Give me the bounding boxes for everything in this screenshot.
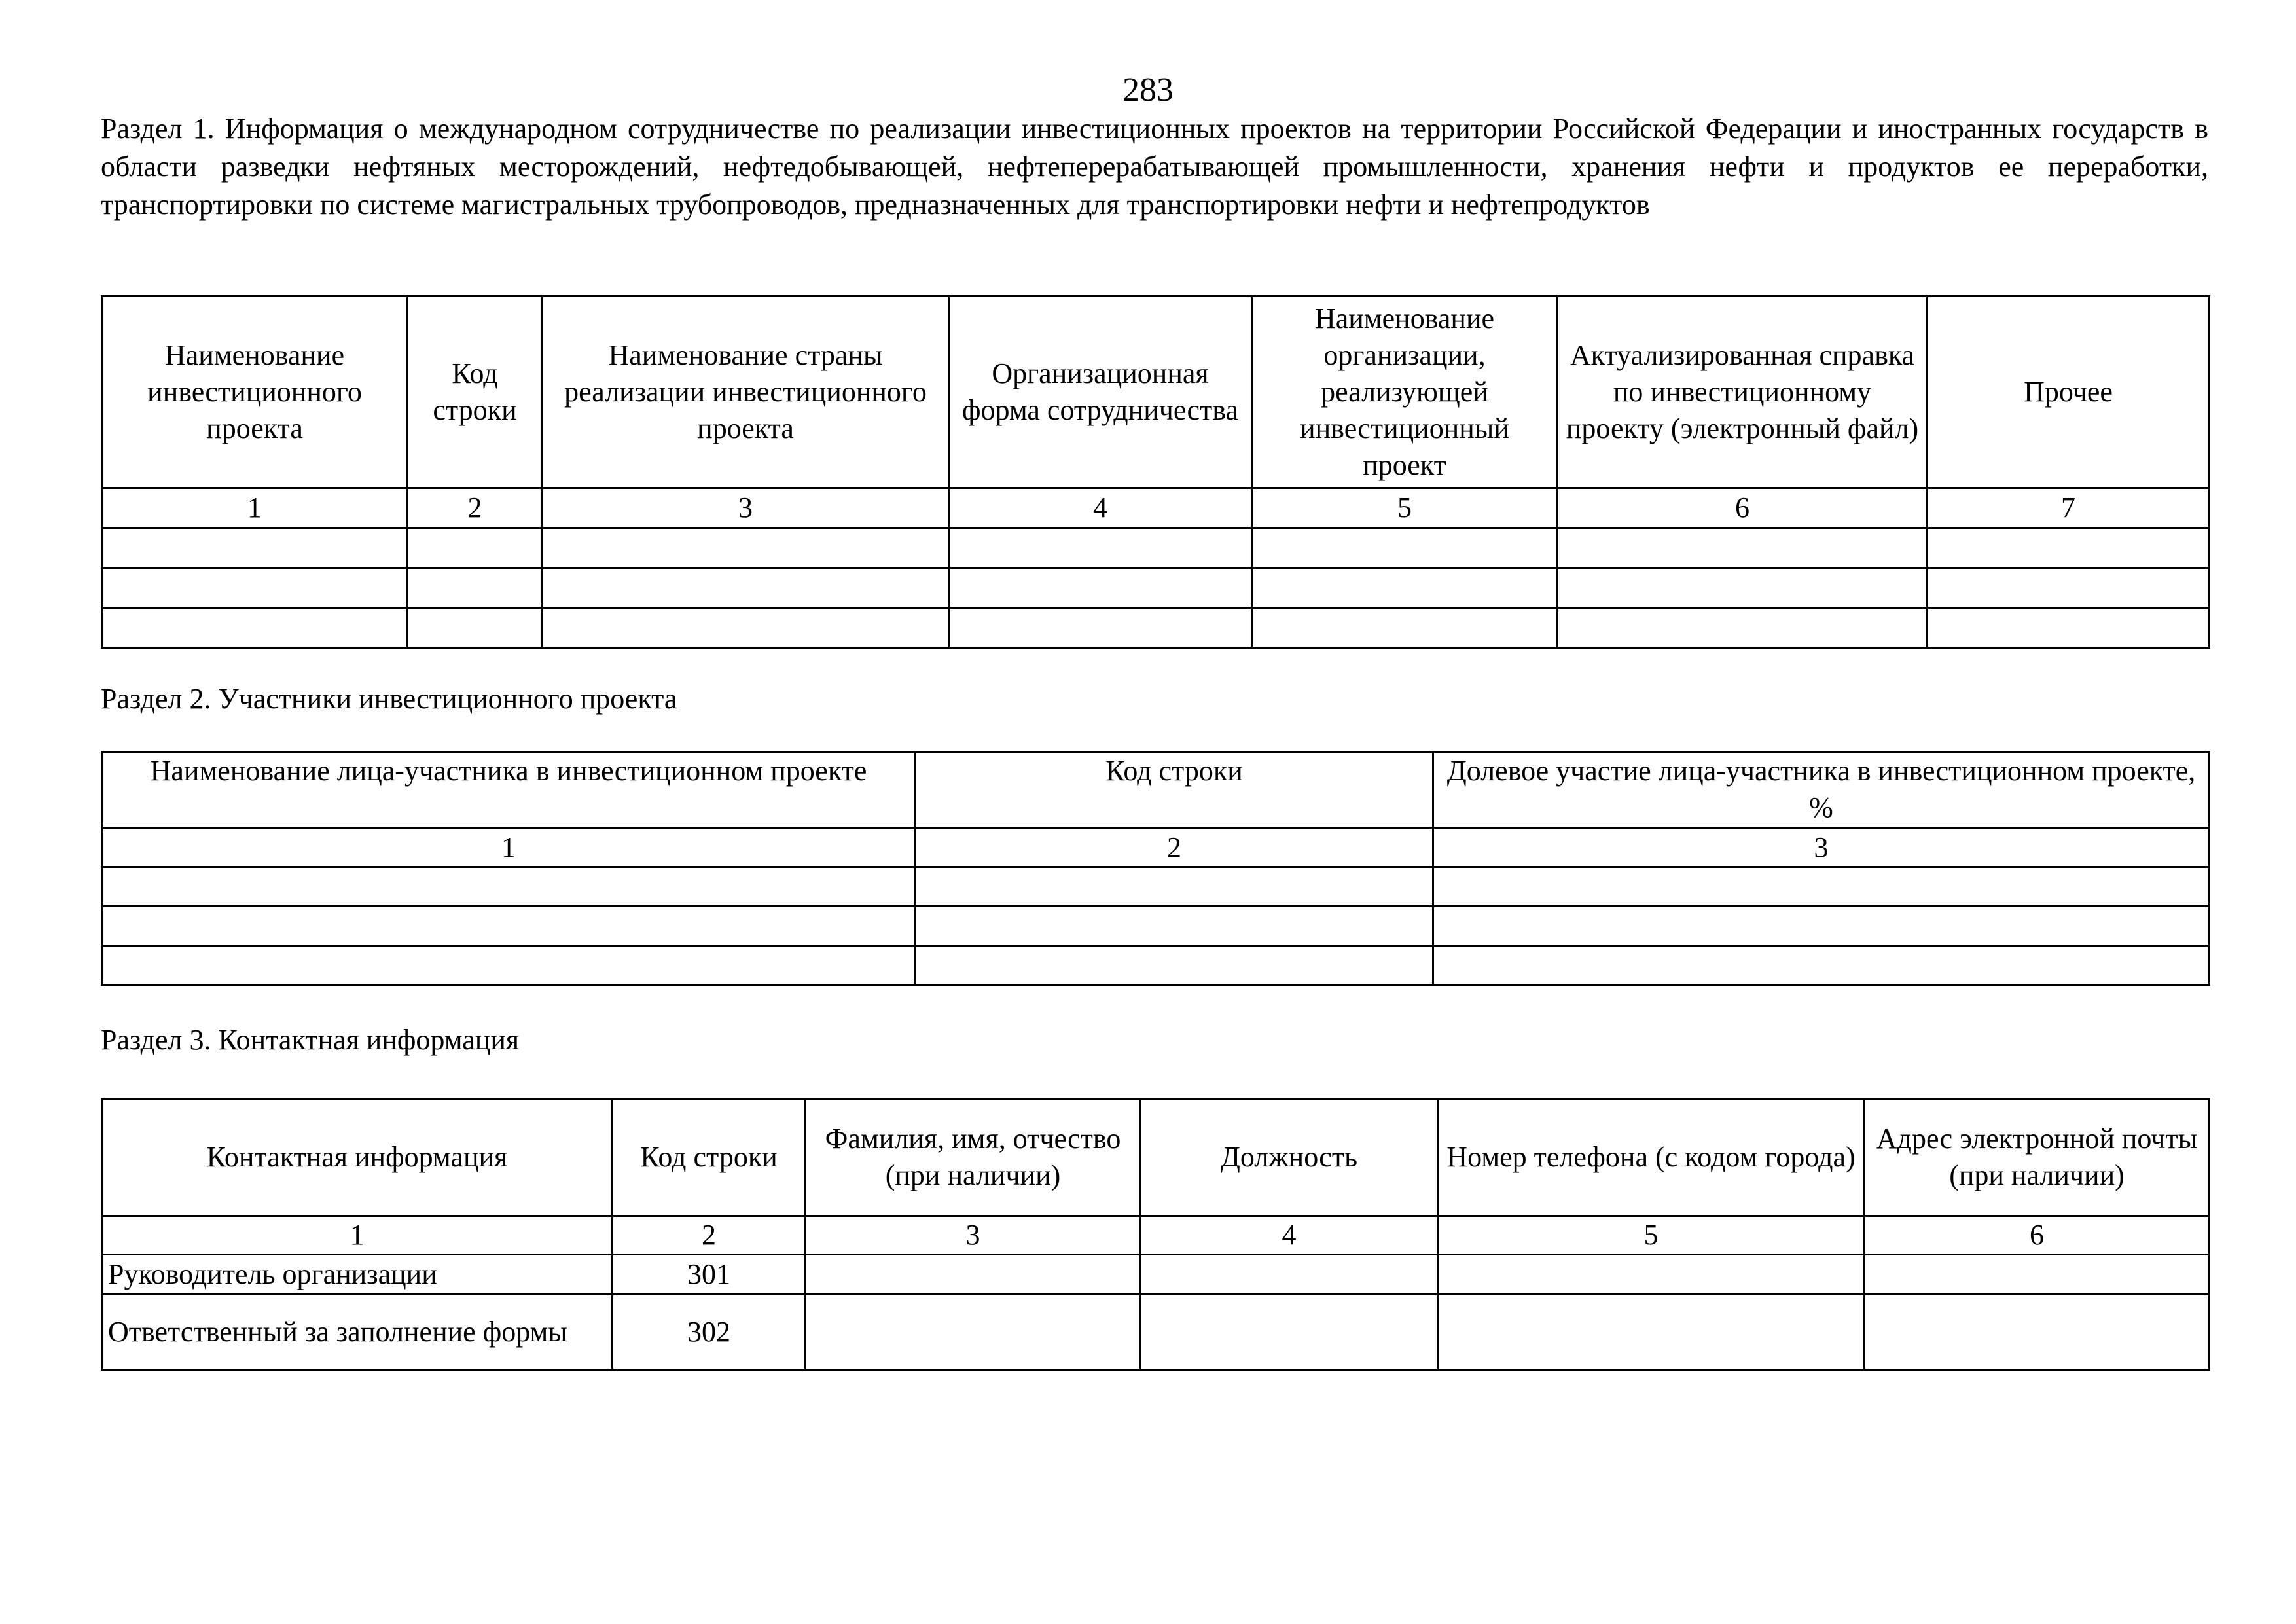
- column-header: Наименование инвестиционного проекта: [102, 297, 408, 488]
- empty-cell[interactable]: [408, 568, 543, 608]
- column-number: 2: [408, 488, 543, 528]
- empty-cell[interactable]: [1433, 946, 2210, 985]
- column-number: 6: [1558, 488, 1928, 528]
- column-number: 2: [916, 828, 1433, 867]
- empty-cell[interactable]: [408, 528, 543, 568]
- row-code: 301: [613, 1255, 806, 1295]
- empty-cell[interactable]: [1928, 568, 2210, 608]
- table-row: [102, 528, 2210, 568]
- empty-cell[interactable]: [1252, 608, 1558, 648]
- table-row: [102, 1295, 2210, 1370]
- empty-cell[interactable]: [1252, 528, 1558, 568]
- empty-cell[interactable]: [1433, 867, 2210, 907]
- page-number: 283: [1122, 71, 1174, 109]
- empty-cell[interactable]: [1141, 1295, 1438, 1370]
- empty-cell[interactable]: [806, 1295, 1141, 1370]
- row-label: Ответственный за заполнение формы: [102, 1295, 613, 1370]
- column-header: Прочее: [1928, 297, 2210, 488]
- empty-cell[interactable]: [543, 608, 949, 648]
- column-header: Организационная форма сотрудничества: [949, 297, 1252, 488]
- empty-cell[interactable]: [949, 608, 1252, 648]
- empty-cell[interactable]: [102, 907, 916, 946]
- empty-cell[interactable]: [543, 528, 949, 568]
- column-number: 4: [1141, 1216, 1438, 1255]
- column-header: Должность: [1141, 1099, 1438, 1216]
- column-header: Код строки: [408, 297, 543, 488]
- column-number-row: [102, 488, 2210, 528]
- column-header: Контактная информация: [102, 1099, 613, 1216]
- column-header: Наименование лица-участника в инвестиционном проекте: [102, 752, 916, 828]
- table-header-row: [102, 752, 2210, 828]
- empty-cell[interactable]: [916, 867, 1433, 907]
- column-number: 4: [949, 488, 1252, 528]
- empty-cell[interactable]: [949, 568, 1252, 608]
- table-row: [102, 867, 2210, 907]
- empty-cell[interactable]: [102, 528, 408, 568]
- empty-cell[interactable]: [916, 946, 1433, 985]
- empty-cell[interactable]: [1558, 608, 1928, 648]
- column-header: Адрес электронной почты (при наличии): [1865, 1099, 2210, 1216]
- column-number-row: [102, 828, 2210, 867]
- empty-cell[interactable]: [543, 568, 949, 608]
- row-code: 302: [613, 1295, 806, 1370]
- column-header: Номер телефона (с кодом города): [1438, 1099, 1865, 1216]
- empty-cell[interactable]: [1558, 568, 1928, 608]
- section-1-table: [101, 295, 2210, 649]
- table-header-row: [102, 297, 2210, 488]
- column-number: 1: [102, 488, 408, 528]
- column-number-row: [102, 1216, 2210, 1255]
- table-row: [102, 568, 2210, 608]
- empty-cell[interactable]: [1252, 568, 1558, 608]
- column-header: Код строки: [613, 1099, 806, 1216]
- column-number: 5: [1252, 488, 1558, 528]
- empty-cell[interactable]: [1928, 608, 2210, 648]
- table-row: [102, 608, 2210, 648]
- column-number: 3: [543, 488, 949, 528]
- column-number: 7: [1928, 488, 2210, 528]
- empty-cell[interactable]: [1433, 907, 2210, 946]
- section-3-table: [101, 1098, 2210, 1371]
- empty-cell[interactable]: [1141, 1255, 1438, 1295]
- column-number: 5: [1438, 1216, 1865, 1255]
- column-number: 1: [102, 828, 916, 867]
- empty-cell[interactable]: [1928, 528, 2210, 568]
- empty-cell[interactable]: [102, 568, 408, 608]
- table-row: [102, 946, 2210, 985]
- section-1-title: Раздел 1. Информация о международном сотрудничестве по реализации инвестиционных проектов на территории Российской Федерации и иностранных государств в области разведки нефтяных месторождений, нефтедобывающей, нефтеперерабатывающей промышленности, хранения нефти и продуктов ее переработки, транспортировки по системе магистральных трубопроводов, предназначенных для транспортировки нефти и нефтепродуктов: [101, 113, 2208, 221]
- empty-cell[interactable]: [949, 528, 1252, 568]
- row-label: Руководитель организации: [102, 1255, 613, 1295]
- column-header: Код строки: [916, 752, 1433, 828]
- section-2-table: [101, 751, 2210, 986]
- empty-cell[interactable]: [806, 1255, 1141, 1295]
- table-row: [102, 907, 2210, 946]
- empty-cell[interactable]: [1438, 1295, 1865, 1370]
- table-row: [102, 1255, 2210, 1295]
- column-header: Долевое участие лица-участника в инвестиционном проекте, %: [1433, 752, 2210, 828]
- column-header: Наименование страны реализации инвестиционного проекта: [543, 297, 949, 488]
- empty-cell[interactable]: [102, 608, 408, 648]
- empty-cell[interactable]: [1438, 1255, 1865, 1295]
- column-number: 3: [1433, 828, 2210, 867]
- column-number: 1: [102, 1216, 613, 1255]
- empty-cell[interactable]: [1558, 528, 1928, 568]
- column-header: Актуализированная справка по инвестиционному проекту (электронный файл): [1558, 297, 1928, 488]
- column-number: 6: [1865, 1216, 2210, 1255]
- column-number: 3: [806, 1216, 1141, 1255]
- empty-cell[interactable]: [408, 608, 543, 648]
- section-2-title: Раздел 2. Участники инвестиционного проекта: [101, 683, 677, 715]
- empty-cell[interactable]: [916, 907, 1433, 946]
- empty-cell[interactable]: [102, 867, 916, 907]
- table-header-row: [102, 1099, 2210, 1216]
- empty-cell[interactable]: [1865, 1255, 2210, 1295]
- column-number: 2: [613, 1216, 806, 1255]
- column-header: Фамилия, имя, отчество (при наличии): [806, 1099, 1141, 1216]
- empty-cell[interactable]: [1865, 1295, 2210, 1370]
- empty-cell[interactable]: [102, 946, 916, 985]
- section-3-title: Раздел 3. Контактная информация: [101, 1024, 520, 1056]
- column-header: Наименование организации, реализующей инвестиционный проект: [1252, 297, 1558, 488]
